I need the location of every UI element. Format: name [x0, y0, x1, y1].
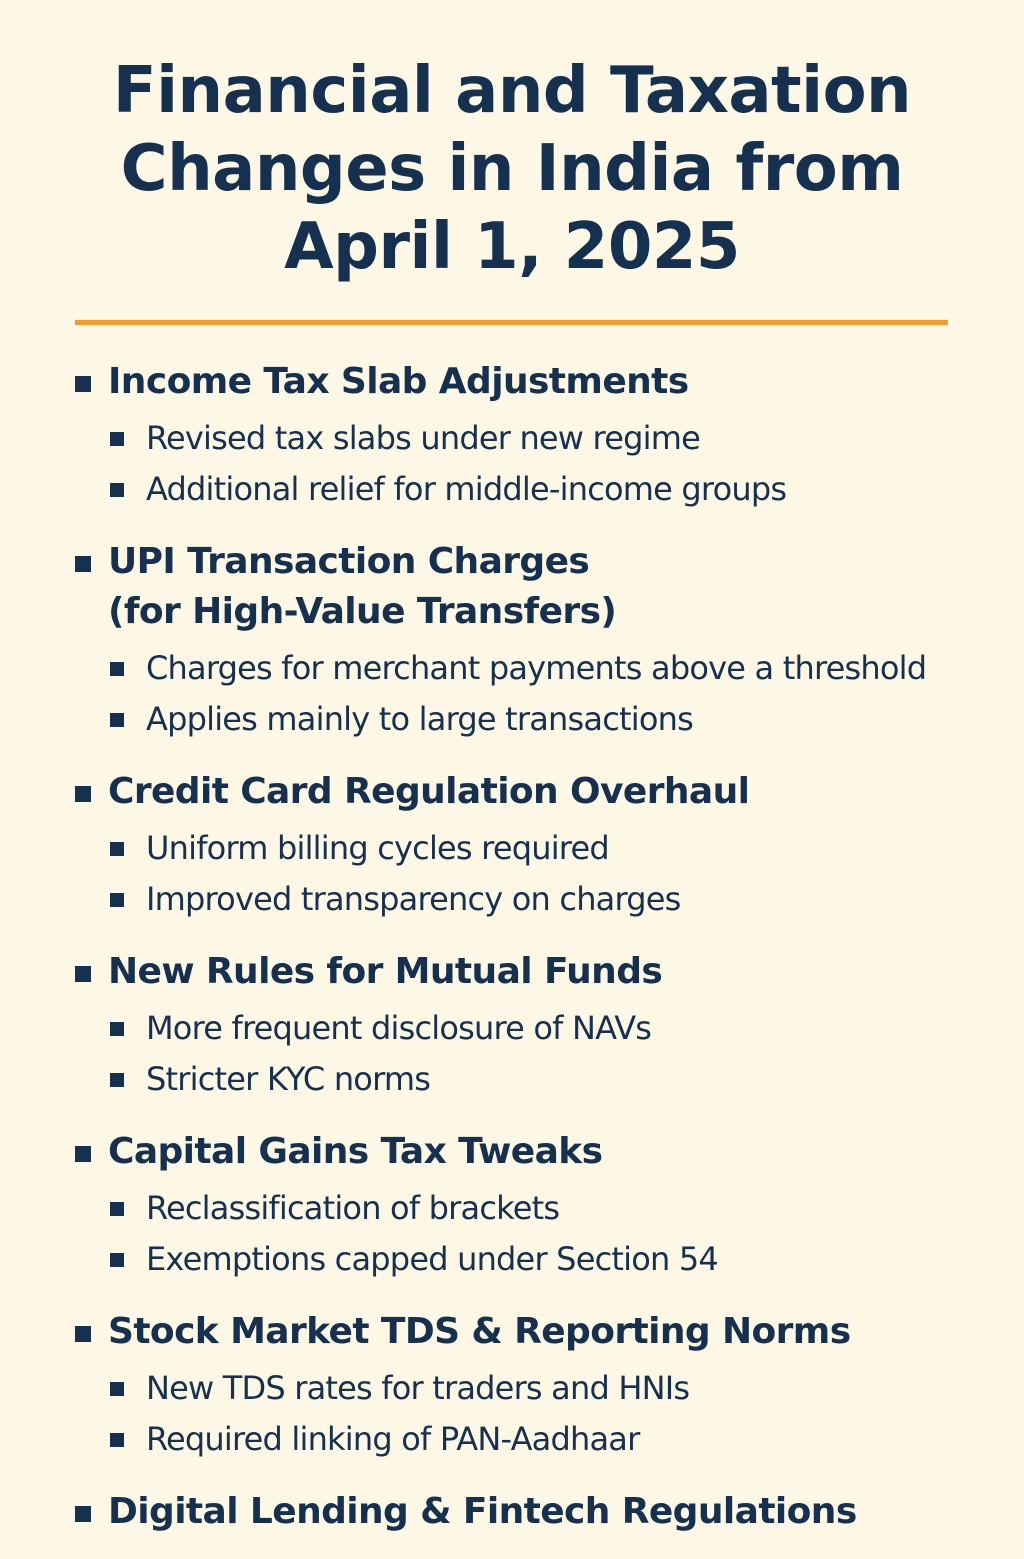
- list-item: [0, 1363, 1024, 1414]
- changes-list: [0, 357, 1024, 1559]
- list-item: [0, 823, 1024, 874]
- square-bullet-icon: [110, 483, 124, 497]
- list-item-text: Revised tax slabs under new regime: [146, 419, 700, 457]
- list-item-text: Required linking of PAN-Aadhaar: [146, 1420, 640, 1458]
- list-item-text: More frequent disclosure of NAVs: [146, 1009, 652, 1047]
- list-item: [0, 1234, 1024, 1285]
- section-heading: [0, 537, 1024, 637]
- section-heading: [0, 767, 1024, 817]
- square-bullet-icon: [110, 842, 124, 856]
- square-bullet-icon: [110, 1073, 124, 1087]
- square-bullet-icon: [75, 1146, 91, 1162]
- section-heading-text: New Rules for Mutual Funds: [108, 951, 663, 992]
- section-stock-market-tds: [0, 1307, 1024, 1465]
- list-item-text: Improved transparency on charges: [146, 880, 681, 918]
- list-item-text: New TDS rates for traders and HNIs: [146, 1369, 690, 1407]
- section-heading-text: Income Tax Slab Adjustments: [108, 361, 689, 402]
- list-item-text: Uniform billing cycles required: [146, 829, 609, 867]
- list-item: [0, 413, 1024, 464]
- square-bullet-icon: [110, 713, 124, 727]
- list-item: [0, 694, 1024, 745]
- square-bullet-icon: [75, 556, 91, 572]
- title-divider: [75, 320, 948, 325]
- section-mutual-funds: [0, 947, 1024, 1105]
- square-bullet-icon: [110, 1022, 124, 1036]
- section-credit-card: [0, 767, 1024, 925]
- list-item: [0, 1183, 1024, 1234]
- square-bullet-icon: [110, 1433, 124, 1447]
- section-heading-text: Capital Gains Tax Tweaks: [108, 1131, 603, 1172]
- list-item-text: Stricter KYC norms: [146, 1060, 431, 1098]
- list-item: [0, 464, 1024, 515]
- square-bullet-icon: [75, 376, 91, 392]
- section-income-tax: [0, 357, 1024, 515]
- square-bullet-icon: [110, 1382, 124, 1396]
- list-item: [0, 1054, 1024, 1105]
- section-heading-text: Digital Lending & Fintech Regulations: [108, 1491, 857, 1532]
- section-heading-text: UPI Transaction Charges: [108, 541, 590, 582]
- square-bullet-icon: [110, 662, 124, 676]
- list-item-text: Charges for merchant payments above a threshold: [146, 649, 927, 687]
- section-heading-text: Stock Market TDS & Reporting Norms: [108, 1311, 851, 1352]
- section-heading: [0, 947, 1024, 997]
- square-bullet-icon: [75, 966, 91, 982]
- section-heading: [0, 357, 1024, 407]
- section-heading: [0, 1487, 1024, 1537]
- list-item: [0, 643, 1024, 694]
- square-bullet-icon: [75, 1506, 91, 1522]
- list-item-text: Reclassification of brackets: [146, 1189, 560, 1227]
- page-title: [40, 52, 984, 286]
- section-digital-lending: [0, 1487, 1024, 1537]
- section-capital-gains: [0, 1127, 1024, 1285]
- title-line: Financial and Taxation: [112, 54, 912, 128]
- section-upi-charges: [0, 537, 1024, 745]
- square-bullet-icon: [75, 1326, 91, 1342]
- square-bullet-icon: [110, 1253, 124, 1267]
- list-item: [0, 1414, 1024, 1465]
- section-heading-text: Credit Card Regulation Overhaul: [108, 771, 750, 812]
- section-heading: [0, 1127, 1024, 1177]
- section-heading: [0, 1307, 1024, 1357]
- title-line: April 1, 2025: [284, 210, 740, 284]
- section-heading-text: (for High-Value Transfers): [108, 591, 617, 632]
- list-item-text: Exemptions capped under Section 54: [146, 1240, 718, 1278]
- list-item: [0, 1003, 1024, 1054]
- list-item: [0, 874, 1024, 925]
- title-line: Changes in India from: [120, 132, 904, 206]
- square-bullet-icon: [110, 893, 124, 907]
- list-item-text: Applies mainly to large transactions: [146, 700, 693, 738]
- square-bullet-icon: [110, 432, 124, 446]
- list-item-text: Additional relief for middle-income groups: [146, 470, 787, 508]
- square-bullet-icon: [110, 1202, 124, 1216]
- square-bullet-icon: [75, 786, 91, 802]
